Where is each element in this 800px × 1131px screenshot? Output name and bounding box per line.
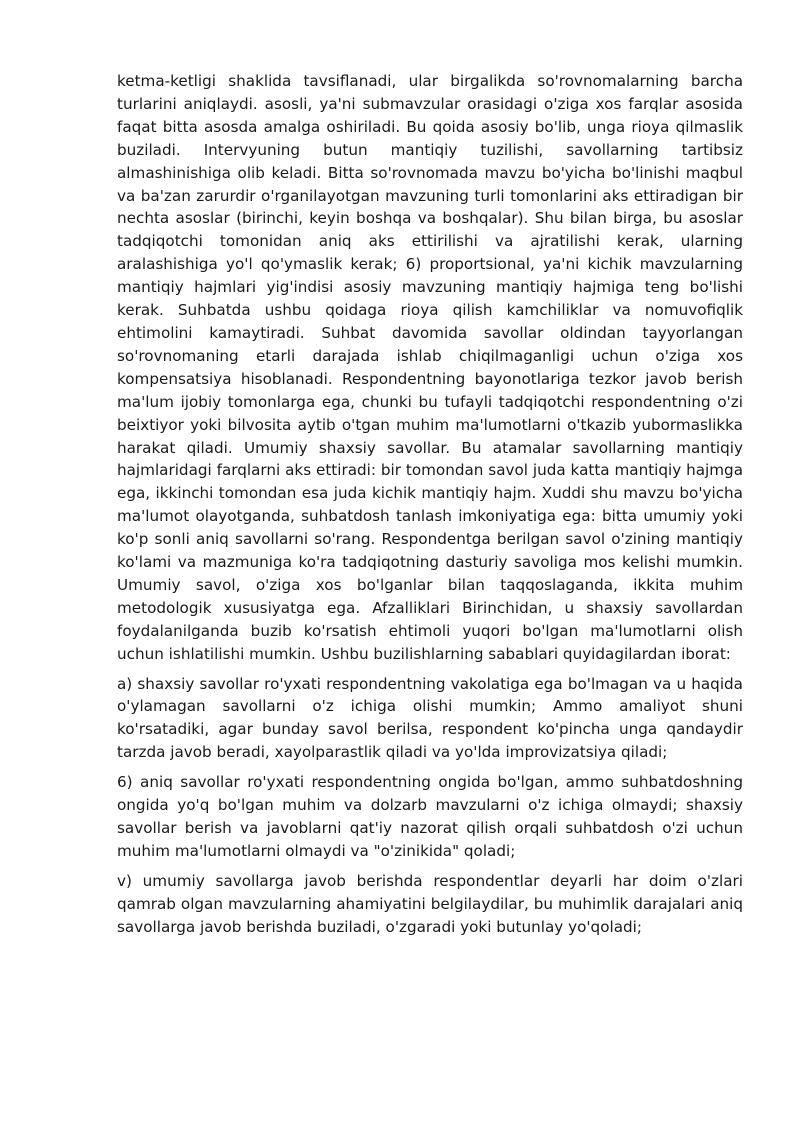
body-paragraph: ketma-ketligi shaklida tavsiflanadi, ular birgalikda so'rovnomalarning barcha turlarini aniqlaydi. asosli, ya'ni submavzular orasidagi o'ziga xos farqlar asosida faqat bitta asosda amalga oshiriladi. Bu qoida asosiy bo'lib, unga rioya qilmaslik buziladi. Intervyuning butun mantiqiy tuzilishi, savollarning tartibsiz almashinishiga olib keladi. Bitta so'rovnomada mavzu bo'yicha bo'linishi maqbul va ba'zan zarurdir o'rganilayotgan mavzuning turli tomonlarini aks ettiradigan bir nechta asoslar (birinchi, keyin boshqa va boshqalar). Shu bilan birga, bu asoslar tadqiqotchi tomonidan aniq aks ettirilishi va ajratilishi kerak, ularning aralashishiga yo'l qo'ymaslik kerak; 6) proportsional, ya'ni kichik mavzularning mantiqiy hajmlari yig'indisi asosiy mavzuning mantiqiy hajmiga teng bo'lishi kerak. Suhbatda ushbu qoidaga rioya qilish kamchiliklar va nomuvofiqlik ehtimolini kamaytiradi. Suhbat davomida savollar oldindan tayyorlangan so'rovnomaning etarli darajada ishlab chiqilmaganligi uchun o'ziga xos kompensatsiya hisoblanadi. Respondentning bayonotlariga tezkor javob berish ma'lum ijobiy tomonlarga ega, chunki bu tufayli tadqiqotchi respondentning o'zi beixtiyor yoki bilvosita aytib o'tgan muhim ma'lumotlarni o'tkazib yubormaslikka harakat qiladi. Umumiy shaxsiy savollar. Bu atamalar savollarning mantiqiy hajmlaridagi farqlarni aks ettiradi: bir tomondan savol juda katta mantiqiy hajmga ega, ikkinchi tomondan esa juda kichik mantiqiy hajm. Xuddi shu mavzu bo'yicha ma'lumot olayotganda, suhbatdosh tanlash imkoniyatiga ega: bitta umumiy yoki ko'p sonli aniq savollarni so'rang. Respondentga berilgan savol o'zining mantiqiy ko'lami va mazmuniga ko'ra tadqiqotning dasturiy savoliga mos kelishi mumkin. Umumiy savol, o'ziga xos bo'lganlar bilan taqqoslaganda, ikkita muhim metodologik xususiyatga ega. Afzalliklari Birinchidan, u shaxsiy savollardan foydalanilganda buzib ko'rsatish ehtimoli yuqori bo'lgan ma'lumotlarni olish uchun ishlatilishi mumkin. Ushbu buzilishlarning sabablari quyidagilardan iborat: — [117, 72, 743, 663]
document-page — [117, 70, 743, 946]
list-item-b: 6) aniq savollar ro'yxati respondentning ongida bo'lgan, ammo suhbatdoshning ongida yo'q bo'lgan muhim va dolzarb mavzularni o'z ichiga olmaydi; shaxsiy savollar berish va javoblarni qat'iy nazorat qilish orqali suhbatdosh o'zi uchun muhim ma'lumotlarni olmaydi va "o'zinikida" qoladi; — [117, 773, 743, 860]
list-item-v: v) umumiy savollarga javob berishda respondentlar deyarli har doim o'zlari qamrab olgan mavzularning ahamiyatini belgilaydilar, bu muhimlik darajalari aniq savollarga javob berishda buziladi, o'zgaradi yoki butunlay yo'qoladi; — [117, 871, 743, 936]
list-item-a: a) shaxsiy savollar ro'yxati respondentning vakolatiga ega bo'lmagan va u haqida o'ylamagan savollarni o'z ichiga olishi mumkin; Ammo amaliyot shuni ko'rsatadiki, agar bunday savol berilsa, respondent ko'pincha unga qandaydir tarzda javob beradi, xayolparastlik qiladi va yo'lda improvizatsiya qiladi; — [117, 674, 743, 762]
